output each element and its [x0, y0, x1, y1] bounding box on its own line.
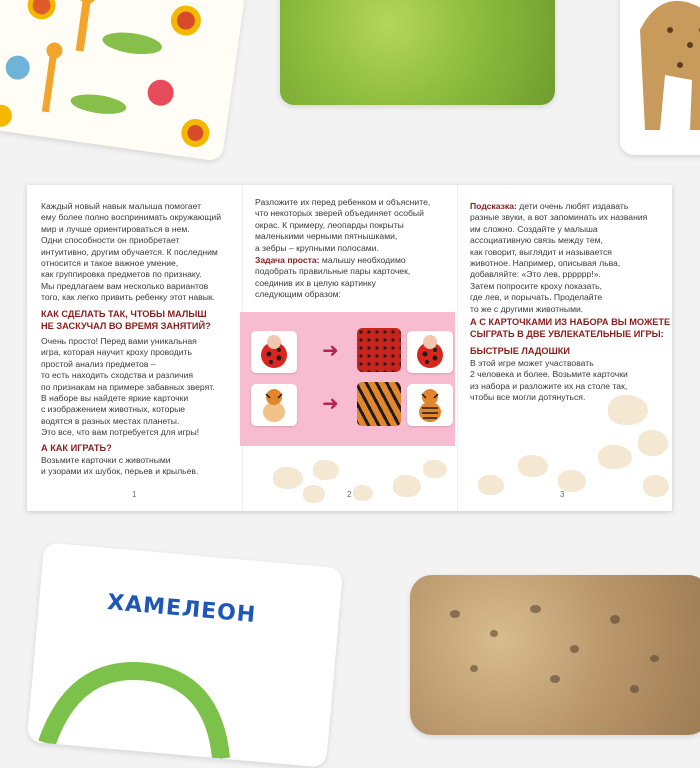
tiger-card [251, 384, 297, 426]
green-texture-card [280, 0, 555, 105]
panel1-heading-2: А КАК ИГРАТЬ? [41, 443, 112, 453]
arrow-icon: ➜ [322, 340, 339, 362]
chameleon-card [27, 542, 343, 767]
panel1-heading-1: КАК СДЕЛАТЬ ТАК, ЧТОБЫ МАЛЫШ НЕ ЗАСКУЧАЛ ВО ВРЕМЯ ЗАНЯТИЙ? [41, 309, 211, 331]
fur-texture-card [410, 575, 700, 735]
page-number-3: 3 [560, 490, 565, 499]
ladybug-card [251, 331, 297, 373]
panel1-intro: Каждый новый навык малыша помогает ему более полно воспринимать окружающий мир и лучше ориентироваться в нем. Одни способности он приобретает интуитивно, другим обучается. К последним относится и такое важное умение, как группировка предметов по признаку. Мы предлагаем вам несколько вариантов того, как легко привить ребенку этот навык. [41, 201, 221, 303]
tiger-result-card [407, 384, 453, 426]
matching-example [240, 312, 455, 446]
booklet-panel-1 [27, 185, 242, 511]
page-number-1: 1 [132, 490, 137, 499]
cartoon-animals-illustration [0, 0, 246, 162]
page-number-2: 2 [347, 490, 352, 499]
arrow-icon: ➜ [322, 393, 339, 415]
chameleon-title: ХАМЕЛЕОН [106, 590, 258, 628]
tiger-pattern-card [357, 382, 401, 426]
panel2-body-1: Разложите их перед ребенком и объясните, что некоторых зверей объединяет особый окрас. К примеру, леопарды покрыты маленькими черными пятнышками, а зебры – крупными полосами. [255, 197, 431, 253]
booklet-panel-3 [457, 185, 672, 511]
panel3-heading-2: БЫСТРЫЕ ЛАДОШКИ [470, 346, 570, 356]
ladybug-pattern-card [357, 328, 401, 372]
hint-label: Подсказка: [470, 201, 517, 211]
ladybug-result-card [407, 331, 453, 373]
chameleon-illustration [27, 542, 343, 767]
cheetah-card [620, 0, 700, 155]
panel3-heading-1: А С КАРТОЧКАМИ ИЗ НАБОРА ВЫ МОЖЕТЕ СЫГРАТЬ В ДВЕ УВЛЕКАТЕЛЬНЫЕ ИГРЫ: [470, 317, 671, 339]
panel3-hint: Подсказка: дети очень любят издавать разные звуки, а вот запоминать их названия им сложно. Создайте у малыша ассоциативную связь между тем, как говорит, выглядит и называется животное. Например, описывая льва, добавляйте: «Это лев, рррррр!». Затем попросите кроху показать, где лев, и порычать. Проделайте то же с другими животными. [470, 201, 648, 314]
animal-pattern-card [0, 0, 246, 162]
ladybug-icon [407, 331, 453, 373]
tiger-icon [407, 384, 453, 426]
panel1-body-1: Очень просто! Перед вами уникальная игра, которая научит кроху проводить простой анализ предметов – то есть находить сходства и различия по признакам на примере забавных зверят. В наборе вы найдете яркие карточки с изображением животных, которые водятся в разных местах планеты. Это все, что вам потребуется для игры! [41, 336, 215, 438]
panel3-body-2: В этой игре может участвовать 2 человека и более. Возьмите карточки из набора и разложите их на столе так, чтобы все могли дотянуться. [470, 358, 628, 403]
instruction-booklet [27, 185, 672, 511]
tiger-icon [251, 384, 297, 426]
panel1-body-2: Возьмите карточки с животными и узорами их шубок, перьев и крыльев. [41, 455, 199, 477]
cheetah-illustration [620, 0, 700, 155]
panel2-task: Задача проста: малышу необходимо подобрать правильные пары карточек, соединив их в целую картинку следующим образом: [255, 255, 411, 300]
ladybug-icon [251, 331, 297, 373]
task-label: Задача проста: [255, 255, 320, 265]
